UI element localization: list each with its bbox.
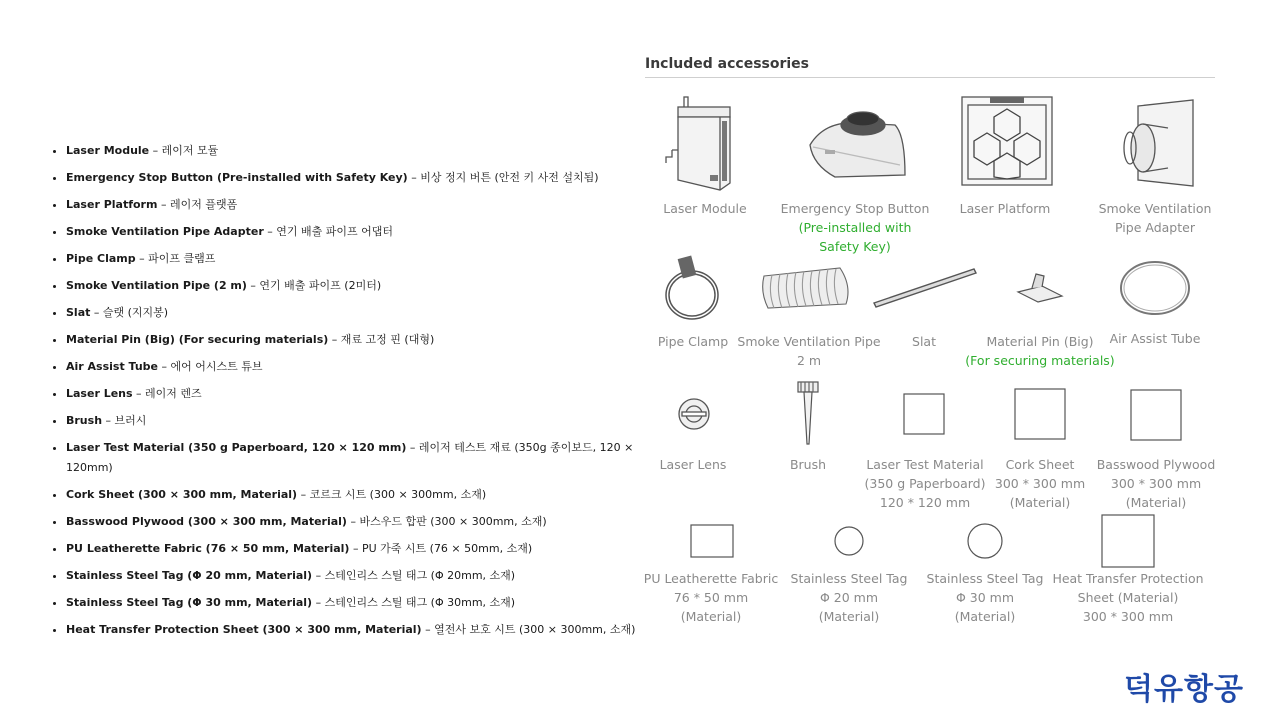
item-label-line: Pipe Clamp [657, 334, 729, 349]
accessory-name-en: Laser Test Material (350 g Paperboard, 120 × 120 mm) [66, 441, 407, 454]
accessory-list [44, 141, 646, 647]
accessory-name-en: Pipe Clamp [66, 252, 136, 265]
item-label-line: (Material) [818, 609, 880, 624]
accessory-name-ko: 레이저 모듈 [161, 144, 219, 157]
accessory-name-ko: 열전사 보호 시트 (300 × 300mm, 소재) [434, 623, 636, 636]
item-label-line: 300 * 300 mm [1110, 476, 1202, 491]
accessory-list-item [66, 330, 646, 350]
panel-item [1090, 455, 1222, 512]
item-label-line: (Material) [954, 609, 1016, 624]
laser-platform-illustration [960, 95, 1054, 187]
basswood-plywood-illustration [1130, 389, 1182, 441]
accessory-name-ko: 바스우드 합판 (300 × 300mm, 소재) [359, 515, 547, 528]
panel-item [960, 332, 1120, 370]
item-label-line: Smoke Ventilation [1098, 201, 1212, 216]
separator: – [411, 171, 417, 184]
accessory-list-item [66, 249, 646, 269]
item-label-line: Basswood Plywood [1096, 457, 1216, 472]
accessory-list-item [66, 276, 646, 296]
separator: – [409, 441, 416, 454]
heat-transfer-sheet-illustration [1101, 514, 1155, 568]
accessory-name-ko: 파이프 클램프 [148, 252, 216, 265]
panel-item [945, 199, 1065, 218]
panel-item [645, 455, 741, 474]
accessory-name-en: Air Assist Tube [66, 360, 159, 373]
material-pin-illustration [1012, 270, 1068, 306]
steel-tag-20-illustration [833, 525, 865, 557]
separator: – [300, 488, 307, 501]
item-label-line: 300 * 300 mm [1082, 609, 1174, 624]
item-note-line: (For securing materials) [965, 353, 1115, 368]
accessory-list-item [66, 512, 646, 532]
separator: – [161, 360, 168, 373]
accessory-name-en: Laser Platform [66, 198, 158, 211]
pipe-clamp-illustration [662, 253, 726, 323]
panel-item [1104, 329, 1206, 348]
item-label-line: (Material) [1009, 495, 1071, 510]
accessory-name-ko: 레이저 플랫폼 [169, 198, 238, 211]
accessory-name-en: Emergency Stop Button (Pre-installed with Safety Key) [66, 171, 408, 184]
laser-module-illustration [660, 95, 740, 195]
item-label-line: 2 m [796, 353, 822, 368]
panel-item [1048, 569, 1208, 626]
brand-logo: 덕유항공 [1124, 672, 1244, 707]
panel-item [922, 569, 1048, 626]
separator: – [250, 279, 256, 292]
item-label-line: 76 * 50 mm [673, 590, 749, 605]
separator: – [425, 623, 431, 636]
accessory-list-item [66, 303, 646, 323]
separator: – [136, 387, 142, 400]
accessory-name-ko: 코르크 시트 (300 × 300mm, 소재) [309, 488, 487, 501]
item-label-line: Laser Platform [959, 201, 1051, 216]
item-label-line: Cork Sheet [1005, 457, 1075, 472]
emergency-stop-illustration [805, 105, 915, 185]
accessory-name-ko: 스테인리스 스틸 태그 (Φ 30mm, 소재) [324, 596, 516, 609]
item-label-line: 300 * 300 mm [994, 476, 1086, 491]
pu-leatherette-illustration [690, 524, 734, 558]
item-label-line: Material Pin (Big) [986, 334, 1094, 349]
item-label-line: PU Leatherette Fabric [643, 571, 779, 586]
ventilation-pipe-illustration [760, 264, 856, 310]
accessory-name-ko: 연기 배출 파이프 (2미터) [259, 279, 382, 292]
laser-lens-illustration [676, 396, 712, 436]
item-label-line: Pipe Adapter [1115, 220, 1195, 235]
item-label-line: Stainless Steel Tag [926, 571, 1044, 586]
accessory-name-ko: 슬랫 (지지봉) [102, 306, 169, 319]
item-label-line: Slat [912, 334, 936, 349]
accessory-name-ko: 레이저 테스트 재료 (350g 종이보드, 120 × 120mm) [66, 441, 634, 474]
item-label-line: Emergency Stop Button [780, 201, 930, 216]
item-label-line: 120 * 120 mm [879, 495, 971, 510]
accessory-name-en: Cork Sheet (300 × 300 mm, Material) [66, 488, 298, 501]
separator: – [139, 252, 145, 265]
panel-item [768, 455, 848, 474]
accessory-list-item [66, 141, 646, 161]
separator: – [105, 414, 112, 427]
item-note-line: Safety Key) [819, 239, 891, 254]
item-label-line: Smoke Ventilation Pipe [737, 334, 881, 349]
item-label-line: Φ 30 mm [955, 590, 1015, 605]
panel-divider [645, 77, 1215, 78]
pipe-adapter-illustration [1118, 98, 1198, 188]
accessory-name-en: Laser Lens [66, 387, 133, 400]
accessory-name-en: Brush [66, 414, 103, 427]
item-label-line: (Material) [1125, 495, 1187, 510]
accessory-name-ko: 연기 배출 파이프 어댑터 [276, 225, 393, 238]
accessory-list-item [66, 222, 646, 242]
accessory-name-en: Slat [66, 306, 91, 319]
item-label-line: Φ 20 mm [819, 590, 879, 605]
item-label-line: Heat Transfer Protection [1052, 571, 1204, 586]
accessory-list-item [66, 438, 646, 478]
accessory-name-en: Stainless Steel Tag (Φ 30 mm, Material) [66, 596, 313, 609]
cork-sheet-illustration [1014, 388, 1066, 440]
item-label-line: (Material) [680, 609, 742, 624]
accessory-name-ko: 비상 정지 버튼 (안전 키 사전 설치됨) [420, 171, 599, 184]
panel-item [894, 332, 954, 351]
accessory-name-en: Laser Module [66, 144, 150, 157]
separator: – [315, 569, 322, 582]
item-label-line: Brush [789, 457, 827, 472]
item-label-line: Laser Lens [659, 457, 727, 472]
test-material-illustration [903, 393, 945, 435]
separator: – [152, 144, 159, 157]
panel-item [1090, 199, 1220, 237]
accessory-name-en: PU Leatherette Fabric (76 × 50 mm, Material) [66, 542, 350, 555]
brush-illustration [794, 380, 824, 448]
item-label-line: Sheet (Material) [1077, 590, 1179, 605]
panel-item [855, 455, 995, 512]
item-label-line: Laser Test Material [866, 457, 984, 472]
accessory-list-item [66, 566, 646, 586]
item-label-line: Air Assist Tube [1109, 331, 1201, 346]
accessory-list-item [66, 411, 646, 431]
accessory-list-item [66, 620, 646, 640]
panel-item [645, 199, 765, 218]
item-label-line: Stainless Steel Tag [790, 571, 908, 586]
accessory-name-en: Basswood Plywood (300 × 300 mm, Material) [66, 515, 347, 528]
accessory-name-en: Material Pin (Big) (For securing materials) [66, 333, 329, 346]
separator: – [352, 542, 359, 555]
accessory-name-ko: 레이저 렌즈 [145, 387, 202, 400]
separator: – [267, 225, 273, 238]
item-label-line: Laser Module [663, 201, 747, 216]
separator: – [315, 596, 322, 609]
accessory-name-ko: 재료 고정 핀 (대형) [340, 333, 435, 346]
steel-tag-30-illustration [966, 522, 1004, 560]
panel-item [645, 332, 741, 351]
accessory-list-item [66, 539, 646, 559]
accessory-name-en: Smoke Ventilation Pipe (2 m) [66, 279, 247, 292]
accessory-list-item [66, 593, 646, 613]
accessory-name-en: Smoke Ventilation Pipe Adapter [66, 225, 264, 238]
panel-item [990, 455, 1090, 512]
panel-title: Included accessories [645, 56, 810, 72]
accessory-name-ko: 브러시 [114, 414, 147, 427]
separator: – [331, 333, 338, 346]
separator: – [350, 515, 356, 528]
panel-item [770, 199, 940, 256]
panel-item [640, 569, 782, 626]
slat-illustration [870, 263, 980, 309]
accessory-name-ko: 에어 어시스트 튜브 [170, 360, 263, 373]
accessory-name-ko: PU 가죽 시트 (76 × 50mm, 소재) [361, 542, 533, 555]
item-note-line: (Pre-installed with [798, 220, 912, 235]
accessory-name-en: Stainless Steel Tag (Φ 20 mm, Material) [66, 569, 313, 582]
accessory-list-item [66, 195, 646, 215]
panel-item [786, 569, 912, 626]
accessory-name-ko: 스테인리스 스틸 태그 (Φ 20mm, 소재) [324, 569, 516, 582]
accessory-list-item [66, 485, 646, 505]
accessory-list-item [66, 357, 646, 377]
accessory-list-item [66, 168, 646, 188]
separator: – [93, 306, 100, 319]
accessory-name-en: Heat Transfer Protection Sheet (300 × 300 mm, Material) [66, 623, 422, 636]
accessory-list-item [66, 384, 646, 404]
separator: – [160, 198, 167, 211]
air-assist-tube-illustration [1117, 258, 1193, 318]
item-label-line: (350 g Paperboard) [864, 476, 986, 491]
panel-item [736, 332, 882, 370]
